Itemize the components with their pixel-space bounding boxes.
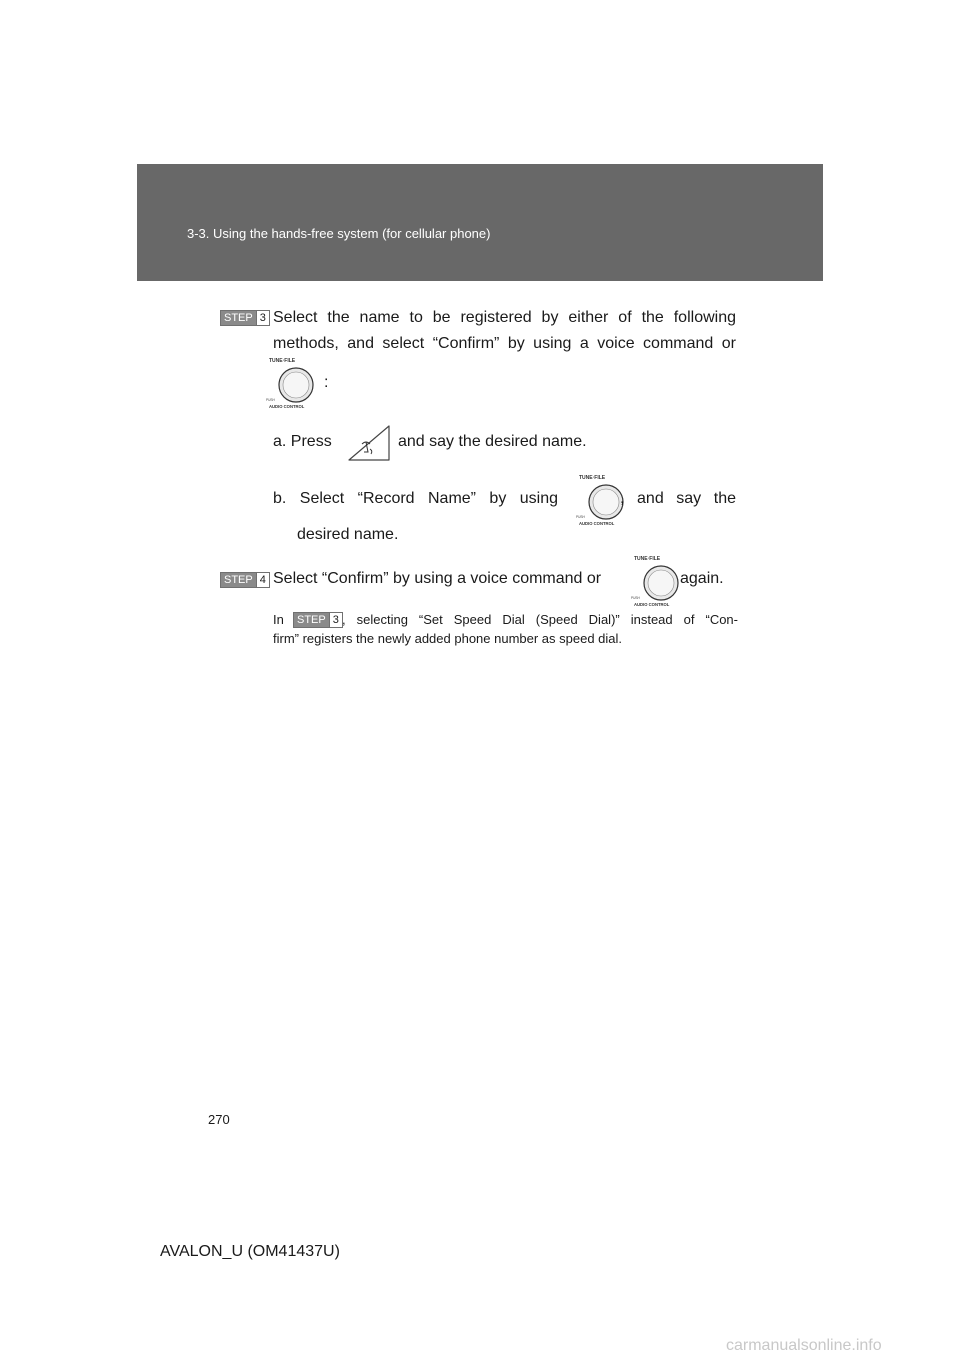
step-4-badge: STEP 4 <box>220 572 270 588</box>
note-prefix: In <box>273 612 284 627</box>
knob-bottom-label: AUDIO CONTROL <box>269 404 305 409</box>
knob-top-label: TUNE·FILE <box>579 475 606 481</box>
knob-push-label: PUSH <box>576 515 585 519</box>
step-4-text-start: Select “Confirm” by using a voice command or <box>273 570 602 587</box>
step-3-option-a-end: and say the desired name. <box>398 433 587 450</box>
knob-push-label: PUSH <box>266 398 275 402</box>
knob-bottom-label: AUDIO CONTROL <box>634 602 670 607</box>
knob-push-label: PUSH <box>631 596 640 600</box>
knob-top-label: TUNE·FILE <box>269 358 296 364</box>
step-4-text-end: again. <box>680 570 724 587</box>
step-3-option-b-start: b. Select “Record Name” by using <box>273 490 558 507</box>
document-footer: AVALON_U (OM41437U) <box>160 1243 340 1260</box>
step-3-line-2: methods, and select “Confirm” by using a voice command or <box>273 335 736 352</box>
knob-bottom-label: AUDIO CONTROL <box>579 521 615 526</box>
section-title: 3-3. Using the hands-free system (for cellular phone) <box>187 226 491 241</box>
step-3-line-1: Select the name to be registered by either of the following <box>273 309 736 326</box>
page-number: 270 <box>208 1112 230 1127</box>
knob-top-label: TUNE·FILE <box>634 556 661 562</box>
tune-file-knob-icon <box>265 355 323 413</box>
note-step-3-badge: STEP 3 <box>293 612 343 628</box>
note-line-1: , selecting “Set Speed Dial (Speed Dial)” instead of “Con- <box>342 612 738 627</box>
section-header <box>137 164 823 281</box>
note-line-2: firm” registers the newly added phone number as speed dial. <box>273 631 623 646</box>
step-3-colon: : <box>324 374 329 391</box>
watermark: carmanualsonline.info <box>726 1337 882 1354</box>
step-3-badge: STEP 3 <box>220 310 270 326</box>
step-3-option-b-line-2: desired name. <box>297 526 399 543</box>
step-3-option-a-start: a. Press <box>273 433 332 450</box>
talk-switch-icon <box>345 420 393 464</box>
step-3-option-b-end: , and say the <box>620 490 736 507</box>
